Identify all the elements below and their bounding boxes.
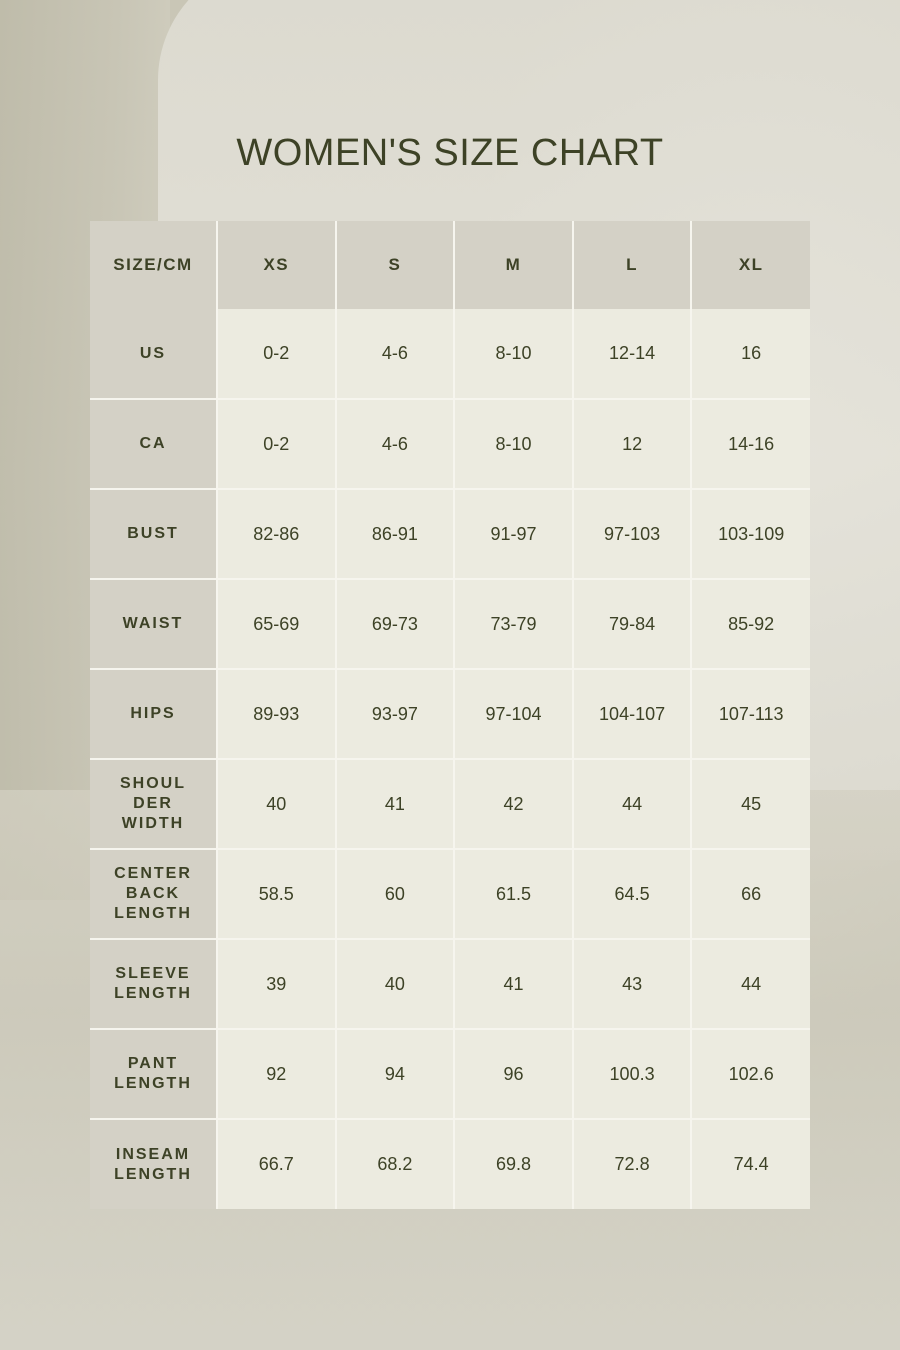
table-cell: 39 xyxy=(217,939,336,1029)
table-row xyxy=(90,489,810,579)
table-cell: 92 xyxy=(217,1029,336,1119)
table-cell: 43 xyxy=(573,939,692,1029)
row-label-line: DER xyxy=(133,795,173,812)
table-body xyxy=(90,309,810,1209)
row-label-cell: WAIST xyxy=(90,579,217,669)
row-label-line: PANT xyxy=(127,1055,179,1072)
table-cell: 89-93 xyxy=(217,669,336,759)
corner-header-cell: SIZE/CM xyxy=(90,221,217,309)
row-label-cell: BUST xyxy=(90,489,217,579)
row-label-cell: US xyxy=(90,309,217,399)
row-label-cell xyxy=(90,849,217,939)
table-cell: 16 xyxy=(691,309,810,399)
table-cell: 4-6 xyxy=(336,399,455,489)
table-row xyxy=(90,939,810,1029)
table-row xyxy=(90,1029,810,1119)
table-cell: 41 xyxy=(336,759,455,849)
table-cell: 45 xyxy=(691,759,810,849)
row-label-cell xyxy=(90,1119,217,1209)
table-cell: 93-97 xyxy=(336,669,455,759)
table-cell: 64.5 xyxy=(573,849,692,939)
table-cell: 104-107 xyxy=(573,669,692,759)
size-header-l: L xyxy=(573,221,692,309)
row-label-line: BACK xyxy=(125,885,181,902)
table-cell: 69.8 xyxy=(454,1119,573,1209)
table-cell: 0-2 xyxy=(217,399,336,489)
table-cell: 107-113 xyxy=(691,669,810,759)
row-label-cell: HIPS xyxy=(90,669,217,759)
row-label-cell: CA xyxy=(90,399,217,489)
table-cell: 74.4 xyxy=(691,1119,810,1209)
row-label-line: LENGTH xyxy=(114,985,192,1002)
table-cell: 102.6 xyxy=(691,1029,810,1119)
table-cell: 103-109 xyxy=(691,489,810,579)
table-cell: 96 xyxy=(454,1029,573,1119)
table-cell: 66.7 xyxy=(217,1119,336,1209)
row-label-line: LENGTH xyxy=(114,1165,192,1183)
table-cell: 72.8 xyxy=(573,1119,692,1209)
page-title: WOMEN'S SIZE CHART xyxy=(236,132,664,174)
table-cell: 65-69 xyxy=(217,579,336,669)
size-header-s: S xyxy=(336,221,455,309)
row-label-line: INSEAM xyxy=(115,1145,191,1163)
table-cell: 4-6 xyxy=(336,309,455,399)
row-label-line: LENGTH xyxy=(114,905,192,922)
size-header-m: M xyxy=(454,221,573,309)
size-chart-table xyxy=(90,221,810,1209)
table-cell: 14-16 xyxy=(691,399,810,489)
table-cell: 97-103 xyxy=(573,489,692,579)
row-label-cell xyxy=(90,759,217,849)
table-row xyxy=(90,849,810,939)
table-cell: 68.2 xyxy=(336,1119,455,1209)
row-label-line: LENGTH xyxy=(114,1075,192,1092)
table-cell: 85-92 xyxy=(691,579,810,669)
size-header-xl: XL xyxy=(691,221,810,309)
table-row xyxy=(90,579,810,669)
table-cell: 8-10 xyxy=(454,309,573,399)
row-label-line: SLEEVE xyxy=(115,965,191,982)
table-cell: 41 xyxy=(454,939,573,1029)
table-row xyxy=(90,759,810,849)
table-cell: 12-14 xyxy=(573,309,692,399)
row-label-cell xyxy=(90,1029,217,1119)
table-row xyxy=(90,309,810,399)
table-header-row xyxy=(90,221,810,309)
table-cell: 73-79 xyxy=(454,579,573,669)
table-cell: 82-86 xyxy=(217,489,336,579)
row-label-cell xyxy=(90,939,217,1029)
size-header-xs: XS xyxy=(217,221,336,309)
row-label-line: WIDTH xyxy=(121,815,185,832)
table-cell: 86-91 xyxy=(336,489,455,579)
table-cell: 60 xyxy=(336,849,455,939)
table-cell: 0-2 xyxy=(217,309,336,399)
table-row xyxy=(90,669,810,759)
table-cell: 79-84 xyxy=(573,579,692,669)
table-cell: 100.3 xyxy=(573,1029,692,1119)
table-cell: 61.5 xyxy=(454,849,573,939)
table-cell: 44 xyxy=(691,939,810,1029)
table-cell: 66 xyxy=(691,849,810,939)
row-label-line: SHOUL xyxy=(120,775,186,792)
table-row xyxy=(90,1119,810,1209)
table-row xyxy=(90,399,810,489)
table-cell: 69-73 xyxy=(336,579,455,669)
table-cell: 91-97 xyxy=(454,489,573,579)
table-cell: 40 xyxy=(336,939,455,1029)
table-cell: 40 xyxy=(217,759,336,849)
table-cell: 94 xyxy=(336,1029,455,1119)
table-cell: 42 xyxy=(454,759,573,849)
table-cell: 12 xyxy=(573,399,692,489)
table-cell: 44 xyxy=(573,759,692,849)
table-cell: 8-10 xyxy=(454,399,573,489)
table-cell: 58.5 xyxy=(217,849,336,939)
row-label-line: CENTER xyxy=(114,865,192,882)
table-cell: 97-104 xyxy=(454,669,573,759)
